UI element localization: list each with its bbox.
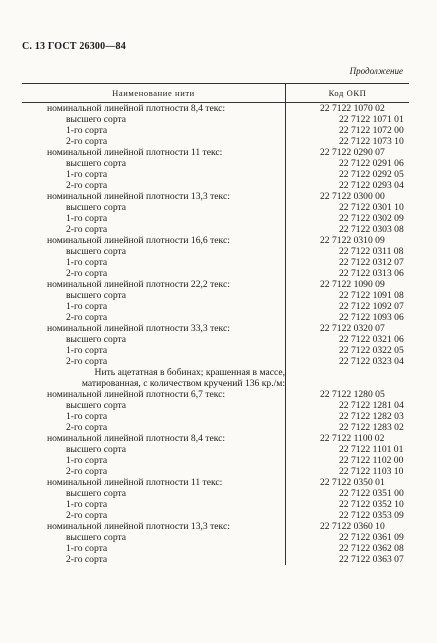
- table-row: [22, 433, 409, 444]
- thread-name-cell: номинальной линейной плотности 11 текс:: [47, 477, 223, 488]
- table-row: [22, 543, 409, 554]
- okp-code-cell: 22 7122 0300 00: [320, 191, 385, 202]
- okp-code-cell: 22 7122 1090 09: [320, 279, 385, 290]
- column-header-name: Наименование нити: [22, 84, 286, 102]
- table-row: [22, 422, 409, 433]
- okp-code-cell: 22 7122 0302 09: [339, 213, 404, 224]
- table-row: [22, 202, 409, 213]
- okp-code-cell: 22 7122 1071 01: [339, 114, 404, 125]
- okp-code-cell: 22 7122 0292 05: [339, 169, 404, 180]
- thread-name-cell: номинальной линейной плотности 13,3 текс:: [47, 521, 230, 532]
- thread-name-cell: 2-го сорта: [66, 466, 108, 477]
- thread-name-cell: номинальной линейной плотности 8,4 текс:: [47, 433, 226, 444]
- okp-code-cell: 22 7122 0312 07: [339, 257, 404, 268]
- table-row: [22, 466, 409, 477]
- table-row: [22, 235, 409, 246]
- thread-name-cell: 1-го сорта: [66, 499, 108, 510]
- okp-code-cell: 22 7122 0350 01: [320, 477, 385, 488]
- okp-code-cell: 22 7122 0353 09: [339, 510, 404, 521]
- thread-name-cell: 2-го сорта: [66, 268, 108, 279]
- thread-name-cell: 1-го сорта: [66, 213, 108, 224]
- thread-name-cell: 2-го сорта: [66, 510, 108, 521]
- okp-code-cell: 22 7122 0360 10: [320, 521, 385, 532]
- table-row: [22, 444, 409, 455]
- okp-code-cell: 22 7122 1091 08: [339, 290, 404, 301]
- thread-name-cell: 2-го сорта: [66, 224, 108, 235]
- okp-code-cell: [291, 378, 409, 389]
- okp-code-cell: 22 7122 0311 08: [339, 246, 404, 257]
- table-row: [22, 213, 409, 224]
- okp-code-cell: 22 7122 0290 07: [320, 147, 385, 158]
- okp-code-cell: 22 7122 0363 07: [339, 554, 404, 565]
- thread-name-cell: высшего сорта: [66, 290, 127, 301]
- thread-name-cell: 1-го сорта: [66, 345, 108, 356]
- thread-name-cell: высшего сорта: [66, 334, 127, 345]
- thread-name-cell: номинальной линейной плотности 16,6 текс:: [47, 235, 230, 246]
- continuation-label: Продолжение: [349, 66, 403, 76]
- table-row: [22, 312, 409, 323]
- thread-name-cell: 2-го сорта: [66, 136, 108, 147]
- thread-name-cell: номинальной линейной плотности 8,4 текс:: [47, 103, 226, 114]
- thread-name-cell: 2-го сорта: [66, 312, 108, 323]
- table-row: [22, 257, 409, 268]
- table-row: [22, 378, 409, 389]
- table-row: [22, 411, 409, 422]
- okp-code-cell: 22 7122 1280 05: [320, 389, 385, 400]
- thread-name-cell: высшего сорта: [66, 532, 127, 543]
- thread-name-cell: высшего сорта: [66, 444, 127, 455]
- okp-code-cell: 22 7122 1101 01: [339, 444, 404, 455]
- table-row: [22, 356, 409, 367]
- okp-code-cell: 22 7122 1072 00: [339, 125, 404, 136]
- okp-code-cell: 22 7122 0310 09: [320, 235, 385, 246]
- table-row: [22, 279, 409, 290]
- thread-name-cell: номинальной линейной плотности 13,3 текс:: [47, 191, 230, 202]
- table-row: [22, 224, 409, 235]
- table-row: [22, 158, 409, 169]
- thread-name-cell: высшего сорта: [66, 202, 127, 213]
- thread-name-cell: 1-го сорта: [66, 301, 108, 312]
- thread-codes-table: [22, 83, 409, 565]
- thread-name-cell: матированная, с количеством кручений 136 кр./м:: [81, 378, 285, 389]
- column-header-code: Код ОКП: [328, 88, 367, 98]
- thread-name-cell: номинальной линейной плотности 11 текс:: [47, 147, 223, 158]
- thread-name-cell: высшего сорта: [66, 400, 127, 411]
- okp-code-cell: 22 7122 0293 04: [339, 180, 404, 191]
- column-divider: [285, 103, 286, 565]
- page-title: С. 13 ГОСТ 26300—84: [22, 41, 126, 52]
- table-row: [22, 455, 409, 466]
- table-row: [22, 246, 409, 257]
- table-row: [22, 367, 409, 378]
- okp-code-cell: 22 7122 1093 06: [339, 312, 404, 323]
- thread-name-cell: 2-го сорта: [66, 422, 108, 433]
- thread-name-cell: высшего сорта: [66, 158, 127, 169]
- okp-code-cell: 22 7122 1282 03: [339, 411, 404, 422]
- thread-name-cell: 1-го сорта: [66, 257, 108, 268]
- okp-code-cell: 22 7122 0352 10: [339, 499, 404, 510]
- okp-code-cell: 22 7122 1102 00: [339, 455, 404, 466]
- table-row: [22, 290, 409, 301]
- okp-code-cell: 22 7122 0320 07: [320, 323, 385, 334]
- thread-name-cell: Нить ацетатная в бобинах; крашенная в массе,: [94, 367, 285, 378]
- thread-name-cell: высшего сорта: [66, 246, 127, 257]
- table-row: [22, 323, 409, 334]
- thread-name-cell: 1-го сорта: [66, 455, 108, 466]
- okp-code-cell: 22 7122 0313 06: [339, 268, 404, 279]
- thread-name-cell: 2-го сорта: [66, 180, 108, 191]
- thread-name-cell: номинальной линейной плотности 6,7 текс:: [47, 389, 226, 400]
- thread-name-cell: номинальной линейной плотности 33,3 текс:: [47, 323, 230, 334]
- table-row: [22, 400, 409, 411]
- table-row: [22, 499, 409, 510]
- table-row: [22, 510, 409, 521]
- okp-code-cell: 22 7122 0321 06: [339, 334, 404, 345]
- okp-code-cell: 22 7122 1100 02: [320, 433, 385, 444]
- thread-name-cell: номинальной линейной плотности 22,2 текс:: [47, 279, 230, 290]
- table-row: [22, 477, 409, 488]
- okp-code-cell: 22 7122 1073 10: [339, 136, 404, 147]
- table-row: [22, 345, 409, 356]
- okp-code-cell: 22 7122 1281 04: [339, 400, 404, 411]
- table-row: [22, 389, 409, 400]
- okp-code-cell: 22 7122 0301 10: [339, 202, 404, 213]
- okp-code-cell: 22 7122 1092 07: [339, 301, 404, 312]
- okp-code-cell: 22 7122 0323 04: [339, 356, 404, 367]
- okp-code-cell: 22 7122 0291 06: [339, 158, 404, 169]
- table-header: [22, 83, 409, 103]
- table-row: [22, 103, 409, 114]
- okp-code-cell: 22 7122 0322 05: [339, 345, 404, 356]
- table-row: [22, 125, 409, 136]
- thread-name-cell: 2-го сорта: [66, 554, 108, 565]
- table-row: [22, 334, 409, 345]
- table-row: [22, 268, 409, 279]
- okp-code-cell: 22 7122 0361 09: [339, 532, 404, 543]
- okp-code-cell: 22 7122 1103 10: [339, 466, 404, 477]
- thread-name-cell: 1-го сорта: [66, 411, 108, 422]
- okp-code-cell: 22 7122 1283 02: [339, 422, 404, 433]
- thread-name-cell: высшего сорта: [66, 114, 127, 125]
- okp-code-cell: [291, 367, 409, 378]
- thread-name-cell: высшего сорта: [66, 488, 127, 499]
- table-row: [22, 521, 409, 532]
- okp-code-cell: 22 7122 0303 08: [339, 224, 404, 235]
- okp-code-cell: 22 7122 1070 02: [320, 103, 385, 114]
- thread-name-cell: 1-го сорта: [66, 125, 108, 136]
- table-row: [22, 180, 409, 191]
- okp-code-cell: 22 7122 0351 00: [339, 488, 404, 499]
- thread-name-cell: 1-го сорта: [66, 169, 108, 180]
- table-row: [22, 136, 409, 147]
- table-row: [22, 191, 409, 202]
- table-row: [22, 488, 409, 499]
- thread-name-cell: 2-го сорта: [66, 356, 108, 367]
- table-row: [22, 114, 409, 125]
- thread-name-cell: 1-го сорта: [66, 543, 108, 554]
- table-row: [22, 532, 409, 543]
- table-row: [22, 301, 409, 312]
- table-row: [22, 554, 409, 565]
- table-row: [22, 147, 409, 158]
- table-body: [22, 103, 409, 565]
- okp-code-cell: 22 7122 0362 08: [339, 543, 404, 554]
- table-row: [22, 169, 409, 180]
